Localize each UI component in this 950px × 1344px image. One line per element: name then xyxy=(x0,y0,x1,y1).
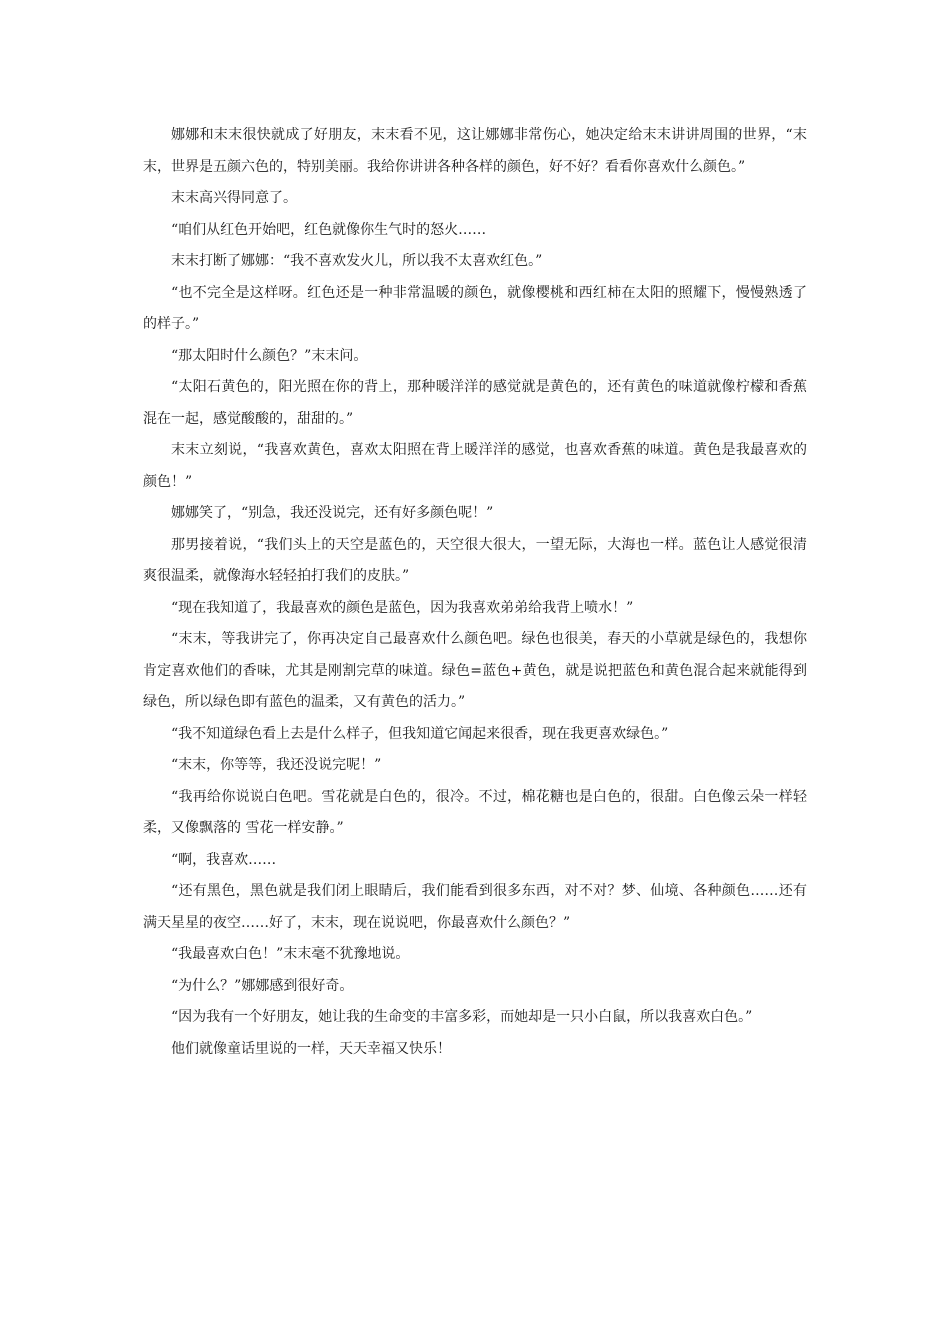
paragraph-2: 末末高兴得同意了。 xyxy=(171,190,297,206)
paragraph-9: 娜娜笑了，“别急，我还没说完，还有好多颜色呢！” xyxy=(171,505,494,521)
paragraph-6: “那太阳时什么颜色？”末末问。 xyxy=(171,347,368,364)
paragraph-7: “太阳石黄色的，阳光照在你的背上，那种暖洋洋的感觉就是黄色的，还有黄色的味道就像柠檬和香蕉混在一起，感觉酸酸的，甜甜的。” xyxy=(143,379,807,427)
story-text xyxy=(143,120,807,1065)
paragraph-1: 娜娜和末末很快就成了好朋友，末末看不见，这让娜娜非常伤心，她决定给末末讲讲周围的世界，“末末，世界是五颜六色的，特别美丽。我给你讲讲各种各样的颜色，好不好？看看你喜欢什么颜色。” xyxy=(143,127,807,175)
paragraph-13: “我不知道绿色看上去是什么样子，但我知道它闻起来很香，现在我更喜欢绿色。” xyxy=(171,725,669,742)
paragraph-10: 那男接着说，“我们头上的天空是蓝色的，天空很大很大，一望无际，大海也一样。蓝色让人感觉很清爽很温柔，就像海水轻轻拍打我们的皮肤。” xyxy=(143,536,807,584)
paragraph-18: “我最喜欢白色！”末末毫不犹豫地说。 xyxy=(171,946,410,962)
paragraph-12: “末末，等我讲完了，你再决定自己最喜欢什么颜色吧。绿色也很美，春天的小草就是绿色的，我想你肯定喜欢他们的香味，尤其是刚割完草的味道。绿色=蓝色+黄色，就是说把蓝色和黄色混合起来就能得到绿色，所以绿色即有蓝色的温柔，又有黄色的活力。” xyxy=(143,631,807,710)
paragraph-11: “现在我知道了，我最喜欢的颜色是蓝色，因为我喜欢弟弟给我背上喷水！” xyxy=(171,599,634,616)
paragraph-8: 末末立刻说，“我喜欢黄色，喜欢太阳照在背上暖洋洋的感觉，也喜欢香蕉的味道。黄色是我最喜欢的颜色！” xyxy=(143,442,807,490)
paragraph-3: “咱们从红色开始吧，红色就像你生气时的怒火…… xyxy=(171,221,487,238)
paragraph-21: 他们就像童话里说的一样，天天幸福又快乐！ xyxy=(171,1040,451,1057)
paragraph-14: “末末，你等等，我还没说完呢！” xyxy=(171,757,382,773)
paragraph-4: 末末打断了娜娜：“我不喜欢发火儿，所以我不太喜欢红色。” xyxy=(171,253,543,269)
paragraph-5: “也不完全是这样呀。红色还是一种非常温暖的颜色，就像樱桃和西红柿在太阳的照耀下，慢慢熟透了的样子。” xyxy=(143,284,807,332)
paragraph-15: “我再给你说说白色吧。雪花就是白色的，很冷。不过，棉花糖也是白色的，很甜。白色像云朵一样轻柔，又像飘落的 雪花一样安静。” xyxy=(143,788,807,836)
paragraph-20: “因为我有一个好朋友，她让我的生命变的丰富多彩，而她却是一只小白鼠，所以我喜欢白色。” xyxy=(171,1009,753,1025)
paragraph-19: “为什么？”娜娜感到很好奇。 xyxy=(171,977,354,994)
paragraph-17: “还有黑色，黑色就是我们闭上眼睛后，我们能看到很多东西，对不对？梦、仙境、各种颜色……还有满天星星的夜空……好了，末末，现在说说吧，你最喜欢什么颜色？” xyxy=(143,883,807,931)
paragraph-16: “啊，我喜欢…… xyxy=(171,851,277,868)
